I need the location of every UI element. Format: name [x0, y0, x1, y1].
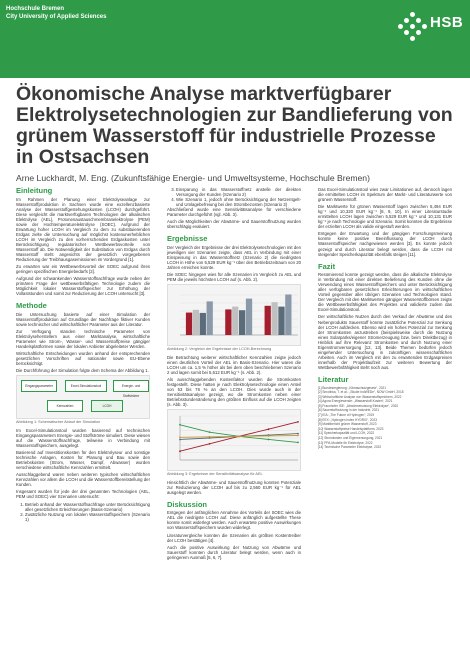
paragraph: Entgegen der Erwartung und der gängigen Forschungsmeinung konnte keine positive Beeinflussung der LCOH durch Wasserstoffspeicher nachgewiesen werden [3]. Es konnte jedoch gezeigt und durch Literatur belegt werden, dass die LCOH mit steigender Speicherkapazität ebenfalls steigen [11]. — [318, 231, 452, 257]
paragraph: Basierend auf Investitionskosten für den Elektrolyseur und sonstige technische Anlagen, Kosten für Planung und Bau sowie den Betriebskosten (Strom, Wasser, Dampf, Abwasser) wurden verschiedene wirtschaftliche Kennzahlen ermittelt. — [16, 450, 150, 471]
paragraph: Hinsichtlich der Abwärme- und Sauerstoffnutzung konnten Potenziale zur Reduzierung der LCOH auf bis zu 2,560 EUR kg⁻¹ für AEL ausgelegt werden. — [167, 479, 301, 495]
data-point — [297, 421, 299, 423]
flow-box: Energie- und Stoffströme — [113, 380, 149, 392]
reference-item: [9] Marktbericht grüner Wasserstoff, 2023 — [318, 422, 377, 427]
flow-box: Eingangsparameter — [21, 380, 57, 392]
data-point — [268, 435, 270, 437]
reference-item: [12] Stromkosten und Eigenversorgung, 2021 — [318, 436, 383, 441]
paragraph: Die SOEC hingegen wies für alle Szenarien im Vergleich zu AEL und PEM die jeweils höchsten LCOH auf (s. Abb. 2). — [167, 272, 301, 283]
data-point — [297, 435, 299, 437]
paragraph: Als ausschlaggebenden Kostenfaktor wurden die Stromkosten festgestellt. Diese hatten je nach Elektrolysetechnologie einen Anteil von 53 bis 76 % an den LCOH. Dies wurde auch in der Sensitivitätsanalyse gezeigt, wo die Stromkosten neben einer Betriebsstundenänderung den größten Einfluss auf die LCOH zeigten (s. Abb. 3). — [167, 376, 301, 408]
bar — [285, 295, 291, 336]
reference-item: [1] Bundesregierung: „Klimaschutzgesetz“, 2021 — [318, 385, 387, 390]
hsb-logo-dots-icon — [398, 12, 428, 42]
figure-1-caption: Abbildung 1: Schematischer Ablauf der Simulation — [16, 420, 101, 425]
paragraph: Aufgrund der schwankenden Wasserstoffnachfrage wurde neben der primären Frage der wettbewerbsfähigen Technologie zudem die Möglichkeit lokaler Wasserstoffspeicher zur Erhöhung der Vollaststunden und somit zur Reduzierung der LCOH untersucht [3]. — [16, 276, 150, 297]
lcoh-bar-chart — [168, 285, 302, 345]
bar — [265, 306, 271, 335]
institution-line2: City University of Applied Sciences — [6, 13, 107, 20]
reference-list — [318, 386, 452, 450]
paragraph: Die Durchführung der Simulation folgte dem Schema der Abbildung 1. — [16, 368, 149, 374]
header-banner — [0, 0, 470, 78]
data-point — [268, 439, 270, 441]
paragraph: Im Rahmen der Planung einer Elektrolyseanlage zur Wasserstoffproduktion in Sachsen wurde eine exzellenzbasierte Analyse der Wasserstoffgestehungskosten (LCOH) durchgeführt. Diese vergleicht die marktverfügbaren Technologien der alkalischen Elektrolyse (AEL), Protonenaustauschmembranelektrolyse (PEM) sowie der Hochtemperaturelektrolyse (SOEC). Aufgrund der Erwartung hoher LCOH im Vergleich zu dem zu substituierenden Erdgas zielte die Untersuchung auf möglichst kostenunerheblichen LCOH im Vergleich zu den vorherrschenden Erdgaskosten unter Berücksichtigung regulatorischer Wettbewerbsvorteile von Wasserstoff ab. Die Notwendigkeit der Substitution von Erdgas durch Wasserstoff steht angesichts der gesetzlich vorgegebenen Reduzierung der Treibhausgasemissionen im Vordergrund [1]. — [16, 196, 150, 263]
figure-3-sensitivity-chart — [167, 409, 301, 471]
paragraph: Abschließend wurde eine Sensitivitätsanalyse für verschiedene Parameter durchgeführt (vgl. Abb. 3). — [167, 207, 301, 218]
column-2 — [167, 187, 301, 562]
scenario-list-continued — [167, 187, 301, 207]
heading-ergebnisse: Ergebnisse — [167, 234, 208, 244]
heading-methode: Methode — [16, 301, 47, 311]
paragraph: Die Betrachtung weiterer wirtschaftlicher Kennzahlen zeigte jedoch einen deutlichen Vorteil der AEL im Basis-Szenario. Hier waren die LCOH um ca. 1,5 % höher als bei dem oben beschriebenen Szenario 2 und lagen somit bei 5,612 EUR kg⁻¹ (s. Abb. 2). — [167, 354, 301, 375]
scenario-list — [16, 502, 150, 522]
reference-item: [5] Fraunhofer ISE: „Abwärmenutzung Elektrolyse“, 2020 — [318, 403, 399, 408]
data-point — [179, 424, 181, 426]
reference-item: [13] PPA-Modelle für Elektrolyse, 2022 — [318, 440, 373, 445]
reference-item: [11] Speicherkapazität und LCOH, 2022 — [318, 431, 375, 436]
bar — [186, 313, 192, 335]
reference-item: [6] Sauerstoffnutzung in der Industrie, 2021 — [318, 408, 380, 413]
paragraph: Literaturvergleiche konnten die Szenarien als größten Kostentreiber der LCOH bestätigen [4]. — [167, 532, 301, 543]
data-point — [268, 428, 270, 430]
figure-3-caption: Abbildung 3: Ergebnisse der Sensitivitätsanalyse für AEL — [167, 472, 263, 477]
figure-2-caption: Abbildung 2: Vergleich der Ergebnisse der LCOH-Berechnung — [167, 347, 272, 352]
paragraph: Resümierend konnte gezeigt werden, dass die alkalische Elektrolyse in Verbindung mit einer direkten Belieferung des Kunden ohne die Verwendung eines Wasserstoffspeichers und unter Berücksichtigung aller verfügbaren gesetzlichen Erleichterungen im wirtschaftlichen Vorteil gegenüber aller übrigen Szenarien und Technologien stand. Der Vergleich mit den Marktwerten gängiger Wasserstoffbörsen zeigte die Wettbewerbsfähigkeit des Projektes und validierte zudem das Excel-Simulationstool. — [318, 272, 452, 313]
bar — [193, 310, 199, 335]
reference-item: [8] EEX: „Hydrogen Index HYDRIX“, 2023 — [318, 417, 377, 422]
paragraph: Zur Verfügung standen technische Parameter von Elektrolyseherstellern aus einer Marktanalyse, wirtschaftliche Parameter wie Strom-, Wasser- und Wasserstoffpreise gängiger Handelsplattformen sowie der lokalen Anbieter abgeleiteter Werden. — [16, 329, 150, 350]
paragraph: Entgegen der anfänglichen Annahme des Vorteils der SOEC wies die AEL die niedrigste LCOH auf. Diese anfänglich aufgestellte These konnte somit widerlegt werden. Auch erwartete positive Auswirkungen von Wasserstoffspeichern wurden widerlegt. — [167, 510, 301, 531]
data-point — [238, 436, 240, 438]
bar — [207, 302, 213, 336]
flow-box: LCOH — [91, 400, 123, 412]
reference-item: [7] IEA: „The Future of Hydrogen“, 2019 — [318, 413, 375, 418]
paragraph: Der wirtschaftliche Nutzen durch den Verkauf der Abwärme und des Nebenprodukts Sauerstoff könnte zusätzliche Potenzial zur Senkung der LCOH aufdecken. Ebenso wird ein hohes Potenzial zur Senkung der Stromkosten anzustreben (beispielsweise durch die Nutzung eines Solarparks/eigener Stromerzeugung bzw. beim Direktbezug) in Hinblick auf ihre Relevanz Stromkosten und durch Nutzung einer Eigenstromversorgung [12, 13]. Beide Themen bedürfen jedoch eingehender Untersuchung in zukünftigen wissenschaftlichen Arbeiten. Auch im Vergleich mit den zu erwartenden Erdgaspreisen innerhalb der Projektlaufzeit zur weiteren Bewertung der Wettbewerbsfähigkeit steht noch aus. — [318, 314, 452, 370]
heading-literatur: Literatur — [318, 375, 349, 384]
heading-einleitung: Einleitung — [16, 186, 53, 195]
data-point — [179, 437, 181, 439]
data-point — [297, 433, 299, 435]
data-point — [209, 431, 211, 433]
bar — [225, 310, 231, 336]
figure-2-bar-chart — [167, 284, 301, 346]
data-point — [297, 442, 299, 444]
institution-name — [6, 6, 106, 21]
bar — [246, 299, 252, 335]
hsb-logo-text: HSB — [430, 14, 464, 31]
list-item: 3. Einsparung in das Wasserstoffnetz anstelle der direkten Versorgung der Kunden (Szenario 2) — [176, 187, 301, 197]
data-point — [209, 443, 211, 445]
flow-box: Kennzahlen — [47, 400, 83, 412]
paragraph: Die Untersuchung basierte auf einer Simulation der Wasserstoffproduktion auf Grundlage der Nachfrage fiktiver Kunden sowie technischer und wirtschaftlicher Parameter aus der Literatur. — [16, 311, 150, 327]
paragraph: Ausschlaggebend waren neben weiteren typischen wirtschaftlichen Kennzahlen vor allem die LCOH und die Wasserstoffbereitstellung der Kunden. — [16, 472, 150, 488]
heading-fazit: Fazit — [318, 261, 336, 271]
list-item: 2. Zusätzliche Nutzung von lokalen Wasserstoffspeichern (Szenario 1) — [25, 512, 150, 522]
paragraph: Das Excel-Simulationstool wies zwar Limitationen auf, dennoch lagen die ermittelten LCOH im Spektrum der Markt- und Literaturwerte von grünem Wasserstoff. — [318, 187, 452, 203]
list-item: 4. Wie Szenario 1, jedoch ohne Berücksichtigung der Netzentgelt- und Umlagebefreiung bei den Strombezosten (Szenario 3) — [176, 197, 301, 207]
paragraph: Der Vergleich der Ergebnisse der drei Elektrolysetechnologien mit den jeweiligen vier Szenarien zeigte, dass AEL in Verbindung mit einer Einspeisung in das Wasserstoffnetz (Szenario 2) die niedrigsten LCOH in Höhe von 5,529 EUR kg⁻¹ über den Betriebszeitraum von 20 Jahren erreichen konnte. — [167, 244, 301, 271]
series-line — [180, 425, 298, 443]
institution-line1: Hochschule Bremen — [6, 6, 65, 12]
data-point — [209, 436, 211, 438]
reference-item: [3] Wirtschaftliche Analyse von Wasserstoffspeichern, 2022 — [318, 394, 402, 399]
paragraph: Zu erwarten war ein Wettbewerbsvorteil der SOEC aufgrund ihres geringen spezifischen Energiebedarfs [2]. — [16, 264, 150, 275]
poster-title: Ökonomische Analyse marktverfügbarer Elektrolysetechnologien zur Bandlieferung von grünem Wasserstoff für industrielle Prozesse in Ostsachsen — [16, 83, 453, 168]
list-item: 1. Betrieb anhand der Wasserstoffnachfrage unter Berücksichtigung aller gesetzlichen Erleichterungen (Basis-Szenario) — [25, 502, 150, 512]
reference-item: [2] Smolinka, T. et al.: „Studie IndWEDe“, NOW GmbH, 2018 — [318, 390, 404, 395]
column-1 — [16, 187, 150, 522]
poster-authors: Arne Luckhardt, M. Eng. (Zukunftsfähige Energie- und Umweltsysteme, Hochschule Bremen) — [16, 173, 370, 183]
sensitivity-line-chart — [168, 410, 302, 470]
reference-item: [10] Wasserstoffpreise Handelsplattform, 2023 — [318, 426, 384, 431]
reference-item: [14] Technische Parameter Elektrolyse, 2022 — [318, 445, 382, 450]
heading-diskussion: Diskussion — [167, 499, 208, 509]
bar — [278, 307, 284, 335]
bar — [271, 302, 277, 335]
paragraph: Die Marktwerte für grünen Wasserstoff lagen zwischen 5,494 EUR kg⁻¹ und 10,320 EUR kg⁻¹ [8, 9, 10]. In einer Literaturstudie ermittelten LCOH lagen zwischen 5,529 EUR kg⁻¹ und 10,131 EUR kg⁻¹ je nach Technologie und Szenario. Somit konnten die Ergebnisse der erzielten LCOH als valide eingestuft werden. — [318, 204, 452, 230]
data-point — [179, 450, 181, 452]
paragraph: Auch die Möglichkeiten der Abwärme- und Sauerstoffnutzung wurden überschlägig evaluiert. — [167, 219, 301, 230]
paragraph: Auch die positive Auswirkung der Nutzung von Abwärme und Sauerstoff konnten durch Literatur belegt werden, wenn auch in geringerem Ausmaß [5, 6, 7]. — [167, 544, 301, 560]
data-point — [179, 439, 181, 441]
paragraph: Im Excel-Simulationstool wurden basierend auf technischen Eingangsparametern Energie- und Stoffströme simuliert. Diese wiesen auf die Wasserstoffnachfrage, teilweise in Verbindung mit Wasserstoffspeichern, ausgelegt. — [16, 427, 150, 449]
paragraph: Insgesamt wurden für jede der drei genannten Technologien (AEL, PEM und SOEC) vier Szenarien untersucht: — [16, 489, 150, 500]
flow-box: Excel-Simulationstool — [65, 380, 107, 392]
reference-item: [4] Agora Energiewende: „Wasserstoff-Kosten“, 2021 — [318, 399, 393, 404]
bar — [232, 307, 238, 335]
bar — [200, 313, 206, 335]
paragraph: Wirtschaftliche Entscheidungen wurden anhand der entsprechenden gesetzlichen Vorschriften auf nationaler sowie EU-Ebene berücksichtigt. — [16, 351, 150, 367]
column-3 — [318, 187, 452, 450]
bar — [239, 310, 245, 335]
figure-1-flowchart — [16, 375, 150, 419]
